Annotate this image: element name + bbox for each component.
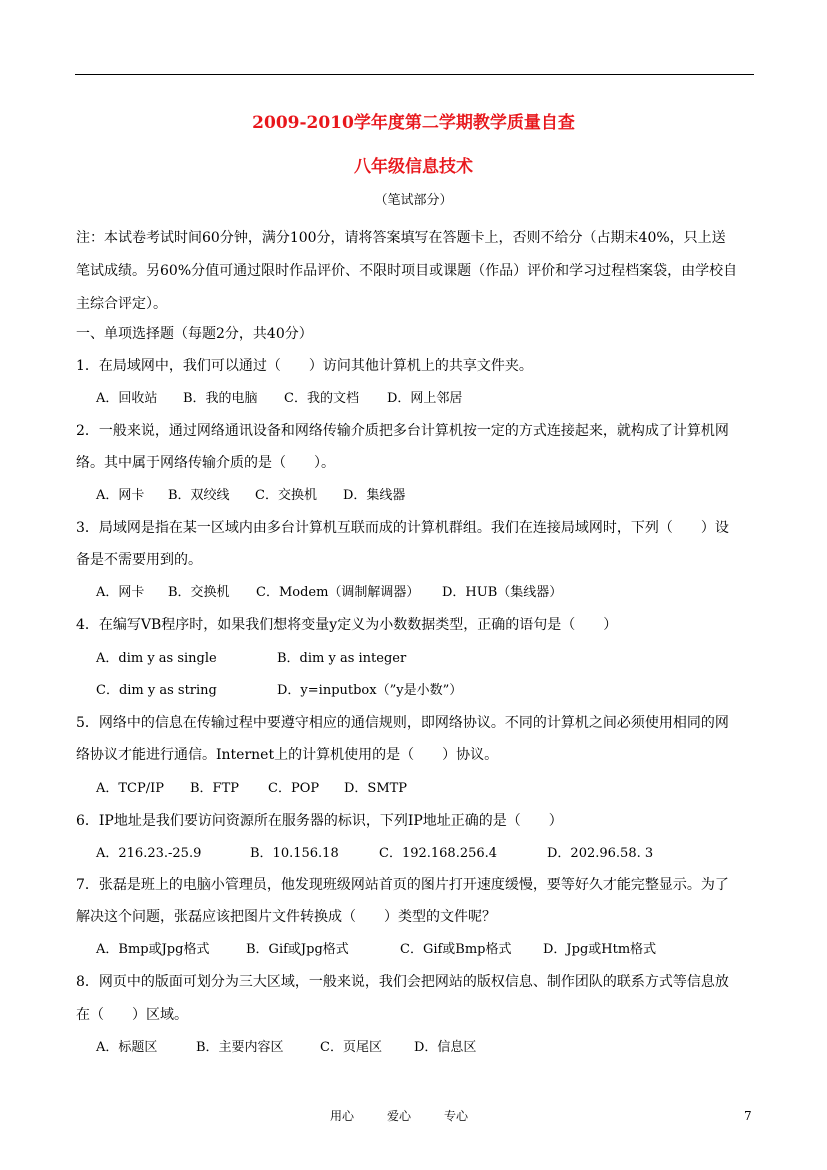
option-b: B．FTP (190, 781, 239, 796)
option-c: C．我的文档 (284, 391, 359, 406)
option-a: A．216.23.-25.9 (96, 846, 202, 861)
question-text: 6．IP地址是我们要访问资源所在服务器的标识，下列IP地址正确的是（ ） (76, 813, 563, 829)
option-c: C．POP (268, 781, 320, 796)
option-a: A．网卡 (96, 488, 145, 503)
question-text: 络。其中属于网络传输介质的是（ ）。 (76, 455, 335, 471)
option-d: D．HUB（集线器） (442, 585, 563, 600)
option-a: A．回收站 (96, 391, 158, 406)
option-a: A．TCP/IP (96, 781, 165, 796)
option-b: B．10.156.18 (250, 846, 339, 861)
option-a: A．网卡 (96, 585, 145, 600)
option-a: A．Bmp或Jpg格式 (96, 942, 210, 957)
question-text: 络协议才能进行通信。Internet上的计算机使用的是（ ）协议。 (76, 747, 499, 763)
question-text: 2．一般来说，通过网络通讯设备和网络传输介质把多台计算机按一定的方式连接起来，就构成了计算机网 (76, 423, 729, 439)
exam-title: 2009-2010学年度第二学期教学质量自查 (252, 113, 575, 133)
footer-slogan: 用心 (330, 1109, 355, 1123)
option-d: D．集线器 (343, 488, 406, 503)
option-b: B．我的电脑 (183, 391, 258, 406)
question-text: 备是不需要用到的。 (76, 552, 202, 568)
note-line: 笔试成绩。另60%分值可通过限时作品评价、不限时项目或课题（作品）评价和学习过程档案袋，由学校自 (76, 263, 738, 279)
option-d: D．网上邻居 (387, 391, 463, 406)
option-c: C．页尾区 (320, 1040, 382, 1055)
option-b: B．dim y as integer (277, 651, 407, 666)
option-b: B．交换机 (168, 585, 230, 600)
option-d: D．SMTP (344, 781, 408, 796)
option-b: B．双绞线 (168, 488, 230, 503)
option-d: D．202.96.58. 3 (547, 846, 654, 861)
exam-section: （笔试部分） (374, 193, 453, 208)
question-text: 1．在局域网中，我们可以通过（ ）访问其他计算机上的共享文件夹。 (76, 358, 533, 374)
note-line: 主综合评定）。 (76, 296, 167, 312)
option-a: A．dim y as single (96, 651, 217, 666)
option-b: B．主要内容区 (196, 1040, 284, 1055)
question-text: 4．在编写VB程序时，如果我们想将变量y定义为小数数据类型，正确的语句是（ ） (76, 617, 618, 633)
option-d: D．y=inputbox（”y是小数”） (277, 683, 463, 698)
option-c: C．交换机 (255, 488, 317, 503)
question-text: 5．网络中的信息在传输过程中要遵守相应的通信规则，即网络协议。不同的计算机之间必须使用相同的网 (76, 715, 729, 731)
option-d: D．信息区 (414, 1040, 477, 1055)
option-b: B．Gif或Jpg格式 (246, 942, 349, 957)
note-line: 注：本试卷考试时间60分钟，满分100分，请将答案填写在答题卡上，否则不给分（占期末40%，只上送 (76, 230, 726, 246)
exam-subject: 八年级信息技术 (354, 157, 473, 177)
footer-slogan: 爱心 (387, 1109, 412, 1123)
question-text: 3．局域网是指在某一区域内由多台计算机互联而成的计算机群组。我们在连接局域网时，下列（ ）设 (76, 520, 729, 536)
part-heading: 一、单项选择题（每题2分，共40分） (76, 326, 313, 342)
option-a: A．标题区 (96, 1040, 158, 1055)
option-c: C．192.168.256.4 (379, 846, 498, 861)
header-rule (75, 74, 754, 75)
question-text: 8．网页中的版面可划分为三大区域，一般来说，我们会把网站的版权信息、制作团队的联系方式等信息放 (76, 974, 729, 990)
option-c: C．dim y as string (96, 683, 217, 698)
option-c: C．Modem（调制解调器） (256, 585, 420, 600)
option-d: D．Jpg或Htm格式 (543, 942, 657, 957)
question-text: 在（ ）区域。 (76, 1007, 188, 1023)
footer-slogan: 专心 (444, 1109, 469, 1123)
page-number: 7 (744, 1109, 752, 1123)
question-text: 解决这个问题，张磊应该把图片文件转换成（ ）类型的文件呢？ (76, 909, 496, 925)
option-c: C．Gif或Bmp格式 (400, 942, 512, 957)
question-text: 7．张磊是班上的电脑小管理员，他发现班级网站首页的图片打开速度缓慢，要等好久才能完整显示。为了 (76, 877, 729, 893)
